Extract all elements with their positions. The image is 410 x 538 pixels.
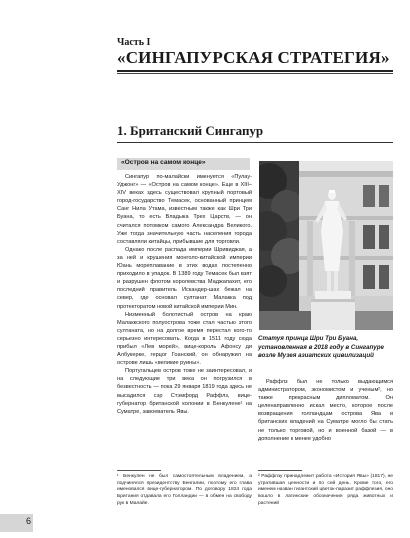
left-column — [117, 173, 252, 416]
footnote-2: ² Раффлзу принадлежит работа «История Явы» (1817), не утратившая ценности и по сей день. Кроме того, его именем назван гигантский цветок-паразит раффлезия, оно вошло в латинские обозначения ряда животных и растений — [258, 474, 393, 506]
part-title-rule — [117, 70, 393, 72]
part-title: «СИНГАПУРСКАЯ СТРАТЕГИЯ» — [117, 48, 390, 67]
photo-caption: Статуя принца Шри Три Буана, установленная в 2018 году в Сингапуре возле Музея азиатских цивилизаций — [258, 335, 384, 360]
footnote-1: ¹ Бенкулен не был самостоятельным владением, а подчинялся президентству Бенгалии, поэтому его глава именовался вице-губернатором. По договору 1824 года Британия отдавала его Голландии — в обмен на свободу рук в Малайе. — [117, 474, 252, 506]
paragraph: Низменный болотистый остров на краю Малаккского полуострова тоже стал частью этого султаната, но на долгое время перестал кого-то серьезно интересовать. Когда в 1511 году сюда прибыл «Лев морей», вице-король Афонсу ди Албукерке, герцог Гоанский, он обнаружил на острове лишь «великие руины». — [117, 311, 252, 367]
footnote-rule — [258, 470, 302, 471]
part-title-rule-thin — [117, 73, 393, 74]
paragraph: Однако после распада империи Шривиджая, а за ней и крушения монголо-китайской империи Юань мореплавание в этих водах постепенно приходило в упадок. В 1389 году Темасек был взят и разрушен флотом королевства Маджапахит, его последний правитель Искандер-шах бежал на север, где основал султанат Малакка под протекторатом новой китайской империи Мин. — [117, 246, 252, 310]
subheading: «Остров на самом конце» — [121, 159, 206, 166]
statue-photo — [259, 161, 393, 330]
right-column — [258, 378, 393, 443]
page-number: 6 — [26, 516, 32, 526]
section-title: 1. Британский Сингапур — [117, 123, 264, 138]
part-label: Часть I — [117, 37, 151, 48]
paragraph: Раффлз был не только выдающимся администратором, экономистом и ученым², но также прекрасным дипломатом. Он целенаправленно искал место, которое после возвращения голландцам острова Ява и британских владений на Суматре могло бы стать не только торговой, но и военной базой — в дополнение к менее удобно — [258, 379, 393, 442]
paragraph: Сингапур по-малайски именуется «Пулау-Уджонг» — «Остров на самом конце». Еще в XIII–XIV веках здесь существовал крупный портовый город-государство Темасек, основанный принцем Санг Нила Утама, известным также как Шри Три Буана, то есть Владыка Трех Царств, — он считался потомком самого Александра Великого. Уже тогда значительную часть населения города составляли китайцы, прибывшие для торговли. — [117, 174, 252, 245]
paragraph: Португальцев остров тоже не заинтересовал, и на следующие три века он погрузился в безвестность — пока 29 января 1819 года здесь не высадился сэр Стэмфорд Раффлз, вице-губернатор британской колонии в Бенкулене¹ на Суматре, завоеватель Явы. — [117, 368, 252, 415]
section-rule — [117, 142, 393, 143]
footnote-rule — [117, 470, 161, 471]
